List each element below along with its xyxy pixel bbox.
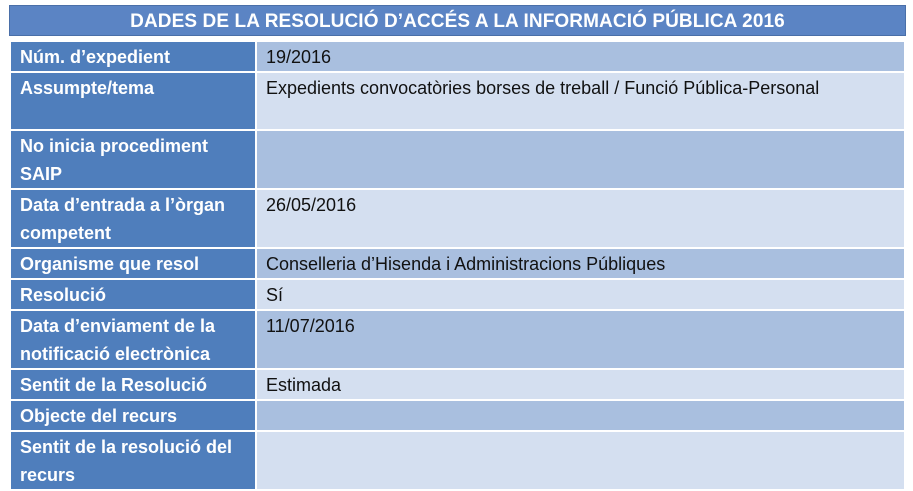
table-row: [10, 279, 905, 310]
row-label-appeal-outcome: Sentit de la resolució del recurs: [10, 431, 256, 490]
row-label-subject: Assumpte/tema: [10, 72, 256, 130]
row-value-expedient-number: 19/2016: [256, 41, 905, 72]
row-label-appeal-subject: Objecte del recurs: [10, 400, 256, 431]
table-row: [10, 41, 905, 72]
resolution-data-sheet: [9, 5, 906, 491]
row-label-resolution: Resolució: [10, 279, 256, 310]
row-value-subject: Expedients convocatòries borses de treball / Funció Pública-Personal: [256, 72, 905, 130]
table-row: [10, 310, 905, 369]
row-label-expedient-number: Núm. d’expedient: [10, 41, 256, 72]
table-row: [10, 400, 905, 431]
table-row: [10, 189, 905, 248]
table-row: [10, 431, 905, 490]
row-value-resolution-outcome: Estimada: [256, 369, 905, 400]
row-label-no-saip: No inicia procediment SAIP: [10, 130, 256, 189]
row-value-resolving-body: Conselleria d’Hisenda i Administracions Públiques: [256, 248, 905, 279]
table-row: [10, 130, 905, 189]
row-label-resolution-outcome: Sentit de la Resolució: [10, 369, 256, 400]
row-value-resolution: Sí: [256, 279, 905, 310]
row-label-resolving-body: Organisme que resol: [10, 248, 256, 279]
table-row: [10, 248, 905, 279]
table-row: [10, 369, 905, 400]
row-label-notification-date: Data d’enviament de la notificació electrònica: [10, 310, 256, 369]
row-value-no-saip: [256, 130, 905, 189]
row-value-notification-date: 11/07/2016: [256, 310, 905, 369]
row-label-entry-date: Data d’entrada a l’òrgan competent: [10, 189, 256, 248]
row-value-appeal-outcome: [256, 431, 905, 490]
table-row: [10, 72, 905, 130]
table-title: DADES DE LA RESOLUCIÓ D’ACCÉS A LA INFORMACIÓ PÚBLICA 2016: [9, 5, 906, 36]
row-value-appeal-subject: [256, 400, 905, 431]
row-value-entry-date: 26/05/2016: [256, 189, 905, 248]
resolution-data-table: [9, 40, 906, 491]
